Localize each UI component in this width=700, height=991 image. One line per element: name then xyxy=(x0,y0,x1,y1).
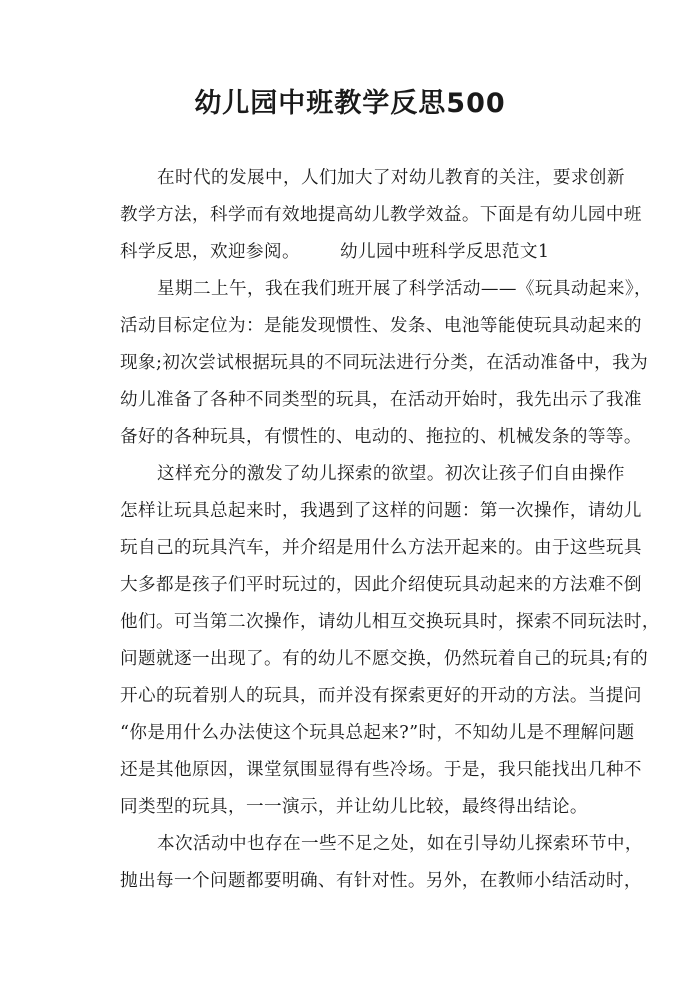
paragraph-line: 活动目标定位为：是能发现惯性、发条、电池等能使玩具动起来的 xyxy=(120,316,642,336)
paragraph-line: 抛出每一个问题都要明确、有针对性。另外，在教师小结活动时， xyxy=(120,871,642,891)
paragraph-line: 星期二上午，我在我们班开展了科学活动——《玩具动起来》， xyxy=(157,279,653,299)
paragraph-text: 科学反思，欢迎参阅。 xyxy=(120,242,300,262)
paragraph-line: 还是其他原因，课堂氛围显得有些冷场。于是，我只能找出几种不 xyxy=(120,760,642,780)
paragraph-line: 同类型的玩具，一一演示，并让幼儿比较，最终得出结论。 xyxy=(120,797,588,817)
paragraph-line: 备好的各种玩具，有惯性的、电动的、拖拉的、机械发条的等等。 xyxy=(120,427,642,447)
paragraph-line: 他们。可当第二次操作，请幼儿相互交换玩具时，探索不同玩法时， xyxy=(120,612,660,632)
paragraph-line-with-heading xyxy=(120,240,549,264)
paragraph-line: “你是用什么办法使这个玩具总起来?”时，不知幼儿是不理解问题 xyxy=(120,723,635,743)
paragraph-line: 问题就逐一出现了。有的幼儿不愿交换，仍然玩着自己的玩具;有的 xyxy=(120,649,649,669)
paragraph-line: 现象;初次尝试根据玩具的不同玩法进行分类，在活动准备中，我为 xyxy=(120,353,649,373)
section-heading: 幼儿园中班科学反思范文1 xyxy=(339,242,550,262)
paragraph-line: 这样充分的激发了幼儿探索的欲望。初次让孩子们自由操作 xyxy=(157,464,625,484)
paragraph-line: 开心的玩着别人的玩具，而并没有探索更好的开动的方法。当提问 xyxy=(120,686,642,706)
paragraph-line: 在时代的发展中，人们加大了对幼儿教育的关注，要求创新 xyxy=(157,168,625,188)
paragraph-line: 幼儿准备了各种不同类型的玩具，在活动开始时，我先出示了我准 xyxy=(120,390,642,410)
paragraph-line: 本次活动中也存在一些不足之处，如在引导幼儿探索环节中， xyxy=(157,834,643,854)
document-title: 幼儿园中班教学反思500 xyxy=(194,88,506,119)
paragraph-line: 怎样让玩具总起来时，我遇到了这样的问题：第一次操作，请幼儿 xyxy=(120,501,642,521)
paragraph-line: 教学方法，科学而有效地提高幼儿教学效益。下面是有幼儿园中班 xyxy=(120,205,642,225)
paragraph-line: 大多都是孩子们平时玩过的，因此介绍使玩具动起来的方法难不倒 xyxy=(120,575,642,595)
paragraph-line: 玩自己的玩具汽车，并介绍是用什么方法开起来的。由于这些玩具 xyxy=(120,538,642,558)
